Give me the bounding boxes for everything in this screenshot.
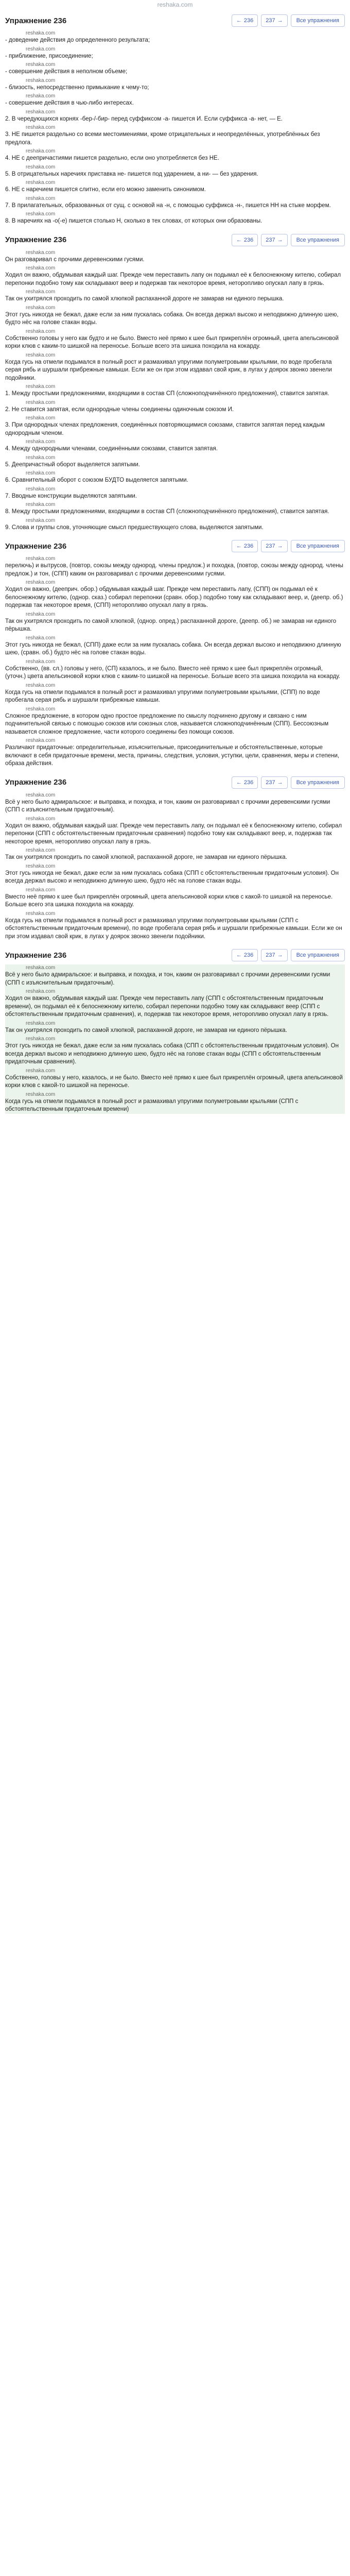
exercise-text bbox=[5, 555, 345, 768]
text-line: Этот гусь никогда не бежал, даже если за ним пускалась собака (СПП с обстоятельственным придаточным условия). Он всегда держал высоко и неподвижно длинную шею, будто нёс на голове стакан воды. bbox=[5, 870, 339, 884]
exercise-title: Упражнение 236 bbox=[5, 778, 67, 787]
watermark: reshaka.com bbox=[26, 352, 56, 358]
watermark: reshaka.com bbox=[26, 304, 56, 311]
text-line: Ходил он важно, обдумывая каждый шаг. Прежде чем переставить лапу (СПП с обстоятельственным придаточным времени), он подымал её к белоснежному кителю, собирал перепонки подобно тому как складывают веер (СПП с обстоятельственным придаточным сравнения), и, подержав так некоторое время, неторопливо опускал лапу в грязь. bbox=[5, 995, 329, 1018]
arrow-left-icon: ← bbox=[236, 236, 242, 243]
exercise-section bbox=[5, 537, 345, 768]
watermark: reshaka.com bbox=[26, 265, 56, 271]
text-line: Когда гусь на отмели подымался в полный рост и размахивал упругими полуметровыми крыльями, (СПП) по воде пробегала серая рябь и шуршали прибрежные камыши. bbox=[5, 689, 320, 703]
text-line: Ходил он важно, (дееприч. обор.) обдумывая каждый шаг. Прежде чем переставить лапу, (СПП) он подымал её к белоснежному кителю, (однор. сказ.) собирал перепонки (сравн. обор.) подобно тому как складывают веер, и, (деепр. об.) подержав так некоторое время, (СПП) неторопливо опускал лапу в грязь. bbox=[5, 586, 343, 608]
text-line: 3. При однородных членах предложения, соединённых повторяющимися союзами, ставится запятая перед каждым однородным членом. bbox=[5, 422, 325, 436]
watermark: reshaka.com bbox=[26, 792, 56, 798]
watermark: reshaka.com bbox=[26, 863, 56, 869]
prev-exercise-label: 236 bbox=[243, 18, 254, 24]
text-line: Ходил он важно, обдумывая каждый шаг. Прежде чем переставить лапу он подымал её к белоснежному кителю, собирал перепонки подобно тому как складывают веер и подержав так некоторое время, неторопливо опускал лапу в грязь. bbox=[5, 272, 341, 286]
watermark: reshaka.com bbox=[26, 93, 56, 99]
watermark: reshaka.com bbox=[26, 486, 56, 492]
watermark: reshaka.com bbox=[26, 965, 56, 971]
text-line: перелючь) и вытрусов, (повтор, союзы между однород. члены предлож.) и походка, (повтор, союзы между однород. члены предлож.) и тон, (СПП) каким он разговаривал с прочими деревенскими гусями. bbox=[5, 563, 343, 577]
next-exercise-label: 237 bbox=[266, 543, 275, 549]
text-line: - доведение действия до определенного результата; bbox=[5, 37, 150, 43]
exercise-section bbox=[5, 231, 345, 532]
watermark: reshaka.com bbox=[26, 384, 56, 389]
watermark: reshaka.com bbox=[26, 887, 56, 893]
page bbox=[0, 0, 350, 1114]
arrow-right-icon: → bbox=[277, 779, 283, 786]
next-exercise-button[interactable] bbox=[261, 14, 287, 27]
next-exercise-button[interactable] bbox=[261, 776, 287, 789]
exercise-nav bbox=[66, 14, 345, 27]
text-line: Когда гусь на отмели подымался в полный рост и размахивал упругими полуметровыми крыльями (СПП с обстоятельственным придаточным времени) bbox=[5, 1098, 299, 1112]
exercise-header bbox=[5, 537, 345, 555]
exercise-nav bbox=[66, 776, 345, 789]
watermark: reshaka.com bbox=[26, 706, 56, 712]
text-line: 1. Между простыми предложениями, входящими в состав СП (сложноподчинённого предложения), ставится запятая. bbox=[5, 391, 329, 397]
all-exercises-button[interactable]: Все упражнения bbox=[291, 540, 345, 552]
text-line: 3. НЕ пишется раздельно со всеми местоимениями, кроме отрицательных и неопределённых, употреблённых без предлога. bbox=[5, 131, 320, 146]
text-line: 7. В прилагательных, образованных от сущ. с основой на -н, с помощью суффикса -н-, пишется НН на стыке морфем. bbox=[5, 202, 331, 209]
arrow-right-icon: → bbox=[277, 543, 283, 549]
next-exercise-button[interactable] bbox=[261, 234, 287, 246]
text-line: Он разговаривал с прочими деревенскими гусями. bbox=[5, 256, 145, 263]
text-line: 8. В наречиях на -о(-е) пишется столько Н, сколько в тех словах, от которых они образованы. bbox=[5, 218, 262, 224]
watermark: reshaka.com bbox=[26, 148, 56, 154]
exercise-nav bbox=[66, 540, 345, 552]
watermark: reshaka.com bbox=[26, 109, 56, 115]
exercise-header bbox=[5, 773, 345, 792]
watermark: reshaka.com bbox=[26, 328, 56, 334]
text-line: 8. Между простыми предложениями, входящими в состав СП (сложноподчинённого предложения), ставится запятая. bbox=[5, 509, 329, 515]
watermark: reshaka.com bbox=[26, 682, 56, 688]
text-line: 2. Не ставится запятая, если однородные члены соединены одиночным союзом И. bbox=[5, 406, 234, 413]
text-line: Этот гусь никогда не бежал, даже если за ним пускалась собака. Он всегда держал высоко и неподвижно длинную шею, будто нёс на голове стакан воды. bbox=[5, 311, 339, 326]
prev-exercise-label: 236 bbox=[243, 543, 254, 549]
watermark: reshaka.com bbox=[26, 502, 56, 507]
watermark: reshaka.com bbox=[26, 30, 56, 36]
arrow-right-icon: → bbox=[277, 236, 283, 243]
watermark: reshaka.com bbox=[26, 816, 56, 822]
watermark: reshaka.com bbox=[26, 439, 56, 445]
exercise-nav bbox=[66, 949, 345, 961]
prev-exercise-button[interactable] bbox=[232, 234, 258, 246]
text-line: - совершение действия в неполном объеме; bbox=[5, 69, 128, 75]
prev-exercise-button[interactable] bbox=[232, 540, 258, 552]
text-line: Сложное предложение, в котором одно простое предложение по смыслу подчинено другому и связано с ним подчинительной связью с помощью союзов или союзных слов, называется сложноподчинённым (СПП). Бессоюзным называется сложное предложение, части которого соединены без помощи союзов. bbox=[5, 713, 329, 735]
watermark: reshaka.com bbox=[26, 195, 56, 201]
text-line: Этот гусь никогда не бежал, (СПП) даже если за ним пускалась собака. Он всегда держал высоко и неподвижно длинную шею, (сравн. об.) будто нёс на голове стакан воды. bbox=[5, 641, 341, 656]
text-line: 5. В отрицательных наречиях приставка не- пишется под ударением, а ни- — без ударения. bbox=[5, 171, 258, 177]
watermark: reshaka.com bbox=[26, 517, 56, 523]
text-line: Так он ухитрялся проходить по самой хлюпкой, распаханной дороге, не замарав ни единого пёрышка. bbox=[5, 1027, 287, 1033]
arrow-right-icon: → bbox=[277, 952, 283, 958]
text-line: Собственно, (вв. сл.) головы у него, (СП) казалось, и не было. Вместо неё прямо к шее был прикреплён огромный, (уточн.) цвета апельсиновой корки клюв с каким-то шишкой на переносье. Больше всего эта шишка походила на кокарду. bbox=[5, 665, 341, 680]
next-exercise-label: 237 bbox=[266, 779, 275, 786]
text-line: Собственно, головы у него, казалось, и не было. Вместо неё прямо к шее был прикреплён огромный, цвета апельсиновой корки клюв с какой-то шишкой на переносье. bbox=[5, 1074, 343, 1089]
watermark: reshaka.com bbox=[26, 180, 56, 185]
exercise-text bbox=[5, 30, 345, 226]
watermark: reshaka.com bbox=[26, 580, 56, 585]
arrow-left-icon: ← bbox=[236, 779, 242, 786]
text-line: 5. Деепричастный оборот выделяется запятыми. bbox=[5, 461, 140, 468]
text-line: 7. Вводные конструкции выделяются запятыми. bbox=[5, 493, 137, 499]
site-header[interactable]: reshaka.com bbox=[157, 1, 193, 8]
watermark: reshaka.com bbox=[26, 1091, 56, 1097]
exercise-title: Упражнение 236 bbox=[5, 235, 67, 244]
exercise-title: Упражнение 236 bbox=[5, 951, 67, 960]
text-line: - приближение, присоединение; bbox=[5, 53, 93, 59]
text-line: Так он ухитрялся проходить по самой хлюпкой, распаханной дороге, не замарав ни единого пёрышка. bbox=[5, 854, 287, 860]
watermark: reshaka.com bbox=[26, 1067, 56, 1074]
watermark: reshaka.com bbox=[26, 289, 56, 295]
all-exercises-button[interactable]: Все упражнения bbox=[291, 234, 345, 246]
watermark: reshaka.com bbox=[26, 415, 56, 421]
watermark: reshaka.com bbox=[26, 399, 56, 405]
watermark: reshaka.com bbox=[26, 164, 56, 170]
text-line: Ходил он важно, обдумывая каждый шаг. Прежде чем переставить лапу, он подымал её к белоснежному кителю, собирал перепонки (СПП с обстоятельственным придаточным сравнения) подобно тому как складывают веер, и, подержав так некоторое время, неторопливо опускал лапу в грязь. bbox=[5, 822, 342, 845]
text-line: - близость, непосредственно примыкание к чему-то; bbox=[5, 84, 149, 91]
text-line: Всё у него было адмиральское: и выправка, и походка, и тон, каким он разговаривал с прочими деревенскими гусями (СПП с изъяснительным придаточным). bbox=[5, 972, 330, 986]
exercise-section bbox=[5, 773, 345, 941]
watermark: reshaka.com bbox=[26, 910, 56, 917]
text-line: 4. Между однородными членами, соединёнными союзами, ставится запятая. bbox=[5, 446, 218, 452]
sections-container bbox=[5, 11, 345, 1114]
all-exercises-button[interactable]: Все упражнения bbox=[291, 949, 345, 961]
text-line: 6. Сравнительный оборот с союзом БУДТО выделяется запятыми. bbox=[5, 477, 188, 483]
prev-exercise-label: 236 bbox=[243, 236, 254, 243]
exercise-title: Упражнение 236 bbox=[5, 16, 67, 25]
all-exercises-button[interactable]: Все упражнения bbox=[291, 776, 345, 789]
exercise-title: Упражнение 236 bbox=[5, 541, 67, 551]
all-exercises-button[interactable]: Все упражнения bbox=[291, 14, 345, 27]
watermark: reshaka.com bbox=[26, 989, 56, 994]
watermark: reshaka.com bbox=[26, 454, 56, 461]
watermark: reshaka.com bbox=[26, 556, 56, 562]
watermark: reshaka.com bbox=[26, 1036, 56, 1042]
text-line: Всё у него было адмиральское: и выправка, и походка, и тон, каким он разговаривал с прочими деревенскими гусями (СПП с изъяснительным придаточным). bbox=[5, 799, 330, 813]
prev-exercise-label: 236 bbox=[243, 779, 254, 786]
text-line: Собственно головы у него как будто и не было. Вместо неё прямо к шее был прикреплён огромный, цвета апельсиновой корки клюв с каким-то шишкой на переносье. Больше всего эта шишка походила на кокарду. bbox=[5, 335, 339, 349]
exercise-header bbox=[5, 946, 345, 964]
watermark: reshaka.com bbox=[26, 211, 56, 217]
exercise-nav bbox=[66, 234, 345, 246]
next-exercise-label: 237 bbox=[266, 236, 275, 243]
watermark: reshaka.com bbox=[26, 46, 56, 52]
prev-exercise-label: 236 bbox=[243, 952, 254, 958]
watermark: reshaka.com bbox=[26, 249, 56, 256]
text-line: Когда гусь на отмели подымался в полный рост и размахивал упругими полуметровыми крыльями (СПП с обстоятельственным придаточным времени), по воде пробегала серая рябь и шуршали прибрежные камыши. Если же он при этом издавал свой крик, в лугах у доярок звонко звенели подойники. bbox=[5, 917, 342, 940]
watermark: reshaka.com bbox=[26, 77, 56, 83]
exercise-header bbox=[5, 231, 345, 249]
watermark: reshaka.com bbox=[26, 658, 56, 665]
watermark: reshaka.com bbox=[26, 635, 56, 641]
watermark: reshaka.com bbox=[26, 125, 56, 130]
exercise-section bbox=[5, 11, 345, 226]
arrow-right-icon: → bbox=[277, 18, 283, 24]
watermark: reshaka.com bbox=[26, 848, 56, 853]
arrow-left-icon: ← bbox=[236, 952, 242, 958]
prev-exercise-button[interactable] bbox=[232, 14, 258, 27]
text-line: Различают придаточные: определительные, изъяснительные, присоединительные и обстоятельственные, которые включают в себя придаточные времени, места, причины, следствия, условия, уступки, цели, сравнения, меры и степени, образа действия. bbox=[5, 744, 340, 767]
text-line: - совершение действия в чью-либо интересах. bbox=[5, 100, 134, 106]
prev-exercise-button[interactable] bbox=[232, 949, 258, 961]
text-line: Так он ухитрялся проходить по самой хлюпкой, (однор. опред.) распаханной дороге, (деепр. об.) не замарав ни единого пёрышка. bbox=[5, 618, 337, 632]
next-exercise-label: 237 bbox=[266, 18, 275, 24]
next-exercise-button[interactable] bbox=[261, 540, 287, 552]
exercise-text bbox=[5, 792, 345, 941]
text-line: 2. В чередующихся корнях -бер-/-бир- перед суффиксом -а- пишется И. Если суффикса -а- нет, — Е. bbox=[5, 115, 283, 122]
next-exercise-button[interactable] bbox=[261, 949, 287, 961]
watermark: reshaka.com bbox=[26, 62, 56, 67]
text-line: Так он ухитрялся проходить по самой хлюпкой распаханной дороге не замарав ни единого перышка. bbox=[5, 296, 284, 302]
text-line: 9. Слова и группы слов, уточняющие смысл предшествующего слова, выделяются запятыми. bbox=[5, 524, 264, 531]
text-line: Этот гусь никогда не бежал, даже если за ним пускалась собака (СПП с обстоятельственным придаточным условия). Он всегда держал высоко и неподвижно длинную шею, будто нёс на голове стакан воды (СПП с обстоятельственным придаточным сравнения). bbox=[5, 1043, 339, 1065]
watermark: reshaka.com bbox=[26, 611, 56, 617]
text-line: 6. НЕ с наречием пишется слитно, если его можно заменить синонимом. bbox=[5, 187, 206, 193]
exercise-section bbox=[5, 946, 345, 1114]
next-exercise-label: 237 bbox=[266, 952, 275, 958]
text-line: 4. НЕ с деепричастиями пишется раздельно, если оно употребляется без НЕ. bbox=[5, 155, 219, 161]
text-line: Вместо неё прямо к шее был прикреплён огромный, цвета апельсиновой корки клюв с какой-то шишкой на переносье. Больше всего эта шишка походила на кокарду. bbox=[5, 893, 333, 908]
watermark: reshaka.com bbox=[26, 738, 56, 743]
arrow-left-icon: ← bbox=[236, 543, 242, 549]
watermark: reshaka.com bbox=[26, 470, 56, 476]
exercise-text bbox=[5, 964, 345, 1114]
exercise-text bbox=[5, 249, 345, 532]
prev-exercise-button[interactable] bbox=[232, 776, 258, 789]
exercise-header bbox=[5, 11, 345, 30]
arrow-left-icon: ← bbox=[236, 18, 242, 24]
watermark: reshaka.com bbox=[26, 1020, 56, 1026]
text-line: Когда гусь на отмели подымался в полный рост и размахивал упругими полуметровыми крыльями, по воде пробегала серая рябь и шуршали прибрежные камыши. Если же он при этом издавал свой крик, в лугах у доярок звонко звенели подойники. bbox=[5, 359, 332, 381]
